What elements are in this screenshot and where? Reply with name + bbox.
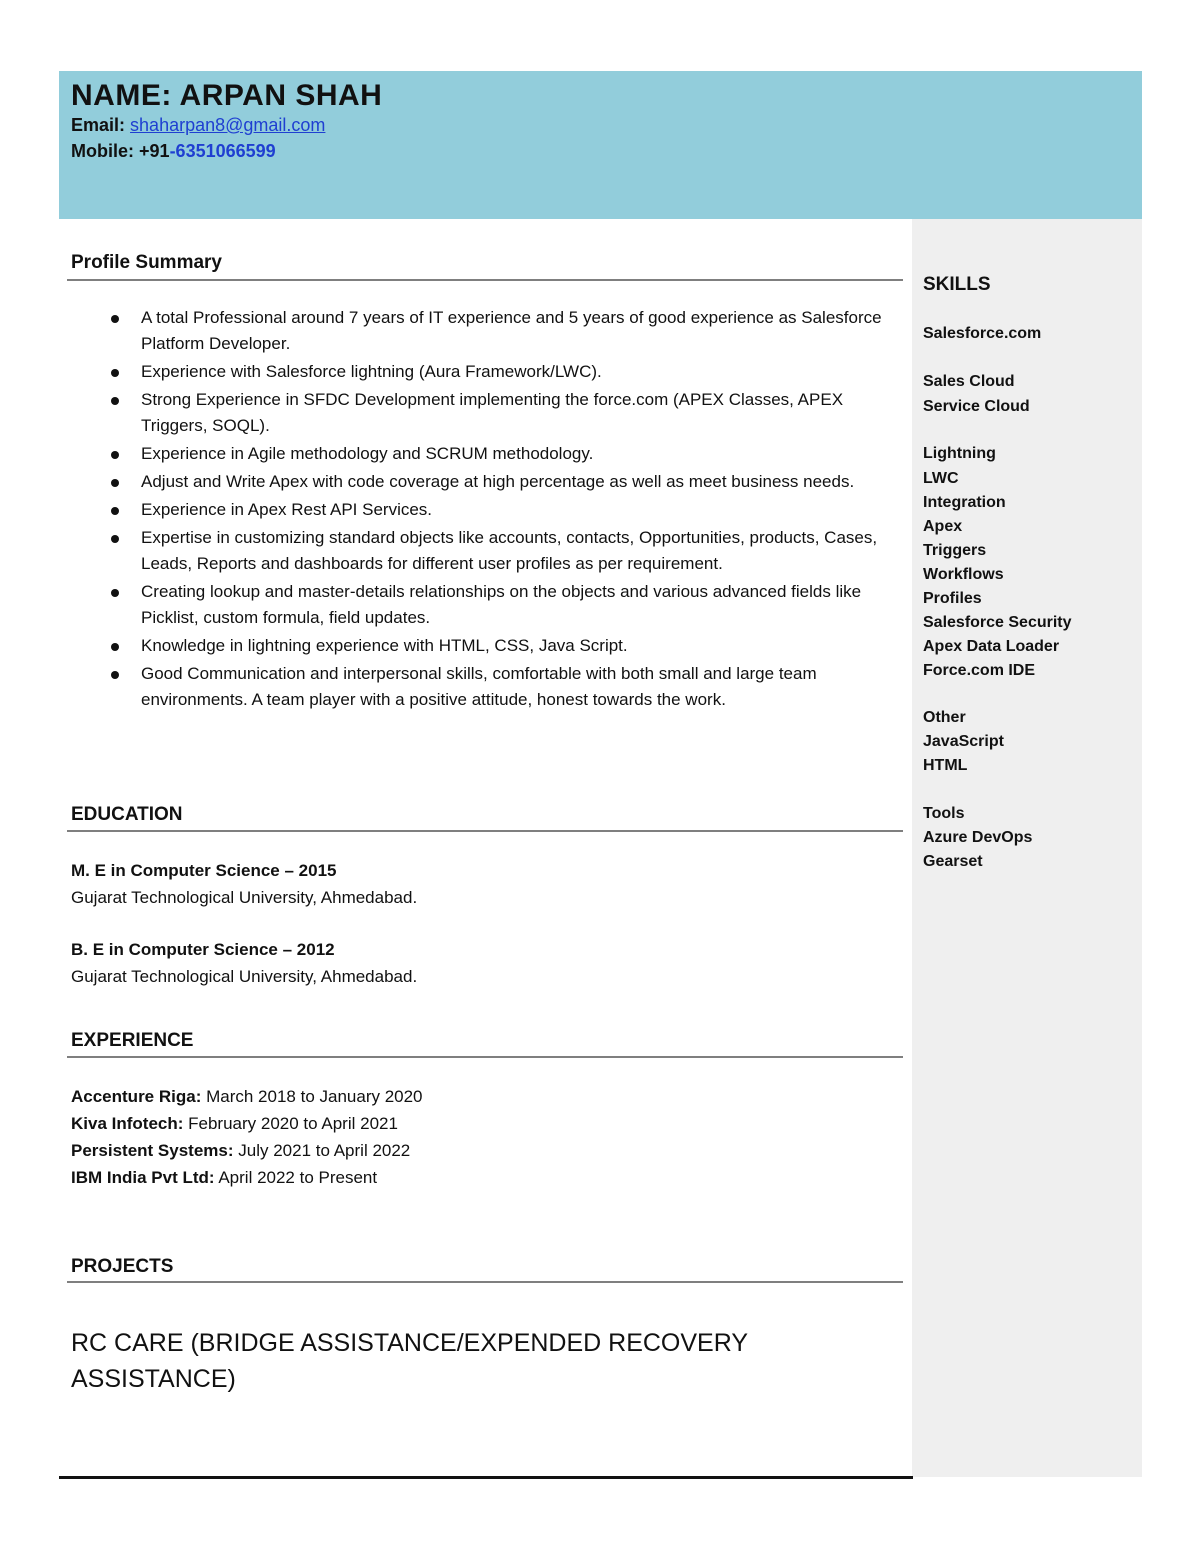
project-name: RC CARE (BRIDGE ASSISTANCE/EXPENDED RECOVERY ASSISTANCE) <box>71 1329 748 1393</box>
skill-item: Integration <box>923 494 1006 511</box>
skill-item: Triggers <box>923 542 987 559</box>
education-degree: B. E in Computer Science – 2012 <box>71 940 335 959</box>
skill-item: Sales Cloud <box>923 373 1015 390</box>
header-band <box>59 71 1142 219</box>
list-item: Expertise in customizing standard objects like accounts, contacts, Opportunities, products, Cases, Leads, Reports and dashboards for different user profiles as per requirement. <box>104 525 904 577</box>
bottom-divider <box>59 1476 913 1479</box>
skill-item: Service Cloud <box>923 398 1030 415</box>
skill-item: Apex Data Loader <box>923 638 1060 655</box>
profile-summary-list <box>104 305 904 715</box>
experience-entry: Accenture Riga: March 2018 to January 2020 <box>71 1087 423 1106</box>
education-university: Gujarat Technological University, Ahmedabad. <box>71 967 418 986</box>
experience-title: EXPERIENCE <box>71 1030 194 1051</box>
email-label: Email: <box>71 115 126 135</box>
candidate-name: NAME: ARPAN SHAH <box>71 79 383 112</box>
list-item: Knowledge in lightning experience with HTML, CSS, Java Script. <box>104 633 904 659</box>
mobile-number: +91-6351066599 <box>139 141 276 161</box>
skills-title: SKILLS <box>923 274 991 295</box>
section-divider <box>67 279 903 281</box>
skill-item: LWC <box>923 470 959 487</box>
skill-item: Other <box>923 709 966 726</box>
list-item: A total Professional around 7 years of IT experience and 5 years of good experience as Salesforce Platform Developer. <box>104 305 904 357</box>
list-item: Good Communication and interpersonal skills, comfortable with both small and large team environments. A team player with a positive attitude, honest towards the work. <box>104 661 904 713</box>
projects-title: PROJECTS <box>71 1256 174 1277</box>
list-item: Experience in Agile methodology and SCRUM methodology. <box>104 441 904 467</box>
section-divider <box>67 1056 903 1058</box>
skill-item: Tools <box>923 805 965 822</box>
skill-item: Workflows <box>923 566 1004 583</box>
education-university: Gujarat Technological University, Ahmedabad. <box>71 888 418 907</box>
skill-item: JavaScript <box>923 733 1004 750</box>
education-degree: M. E in Computer Science – 2015 <box>71 861 337 880</box>
profile-summary-title: Profile Summary <box>71 252 222 273</box>
skills-sidebar <box>912 219 1142 1477</box>
skill-item: Azure DevOps <box>923 829 1033 846</box>
skill-item: Salesforce Security <box>923 614 1072 631</box>
list-item: Experience in Apex Rest API Services. <box>104 497 904 523</box>
skill-item: HTML <box>923 757 968 774</box>
experience-entry: Kiva Infotech: February 2020 to April 2021 <box>71 1114 398 1133</box>
list-item: Strong Experience in SFDC Development implementing the force.com (APEX Classes, APEX Triggers, SOQL). <box>104 387 904 439</box>
skill-item: Apex <box>923 518 963 535</box>
mobile-line <box>71 141 276 162</box>
email-link[interactable]: shaharpan8@gmail.com <box>130 115 326 135</box>
list-item: Experience with Salesforce lightning (Aura Framework/LWC). <box>104 359 904 385</box>
experience-entry: IBM India Pvt Ltd: April 2022 to Present <box>71 1168 378 1187</box>
skill-item: Profiles <box>923 590 982 607</box>
list-item: Adjust and Write Apex with code coverage at high percentage as well as meet business needs. <box>104 469 904 495</box>
email-line <box>71 115 325 136</box>
experience-entry: Persistent Systems: July 2021 to April 2022 <box>71 1141 411 1160</box>
skill-item: Force.com IDE <box>923 662 1036 679</box>
mobile-label: Mobile: <box>71 141 134 161</box>
skill-item: Lightning <box>923 445 996 462</box>
education-title: EDUCATION <box>71 804 183 825</box>
skill-item: Salesforce.com <box>923 325 1042 342</box>
skill-item: Gearset <box>923 853 983 870</box>
section-divider <box>67 1281 903 1283</box>
list-item: Creating lookup and master-details relationships on the objects and various advanced fields like Picklist, custom formula, field updates. <box>104 579 904 631</box>
section-divider <box>67 830 903 832</box>
